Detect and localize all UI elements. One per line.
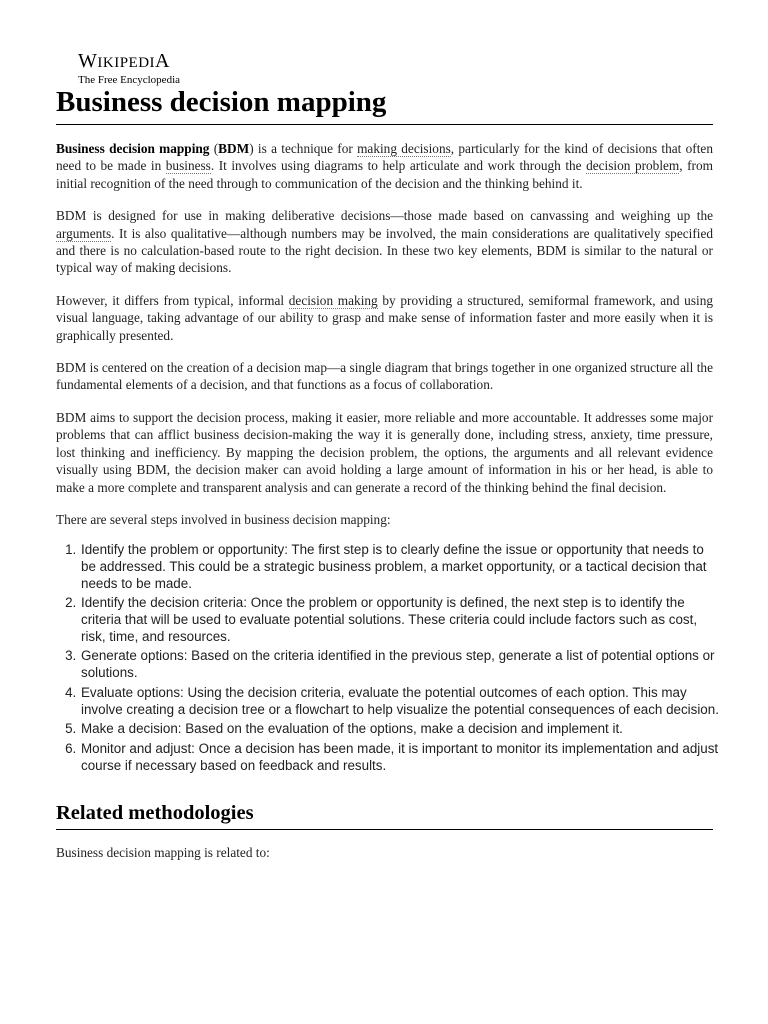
- link-arguments[interactable]: arguments: [56, 225, 112, 241]
- wordmark-initial: W: [78, 50, 98, 72]
- list-item: 5. Make a decision: Based on the evaluation of the options, make a decision and implement it.: [80, 721, 720, 738]
- paragraph-steps-intro: There are several steps involved in business decision mapping:: [56, 511, 391, 527]
- article-body: [56, 140, 719, 876]
- list-item: 1. Identify the problem or opportunity: The first step is to clearly define the issue or opportunity that needs to be addressed. This could be a strategic business problem, a market opportunity, or a tactical decision that needs to be made.: [80, 542, 720, 592]
- link-decision-making[interactable]: decision making: [288, 292, 378, 308]
- text-run: . It is also qualitative—although numbers may be involved, the main considerations are qualitatively specified and there is no calculation-based route to the right decision. In these two key elements, BDM is similar to the natural or typical way of making decisions.: [56, 225, 713, 276]
- text-run: by providing a structured, semiformal framework, and using visual language, taking advantage of our ability to grasp and make sense of information faster and more easily when it is graphically presented.: [56, 292, 713, 343]
- page-title: Business decision mapping: [56, 82, 713, 125]
- paragraph-deliberative: [56, 207, 713, 277]
- list-item: 3. Generate options: Based on the criteria identified in the previous step, generate a list of potential options or solutions.: [80, 648, 720, 681]
- text-run: BDM is designed for use in making deliberative decisions—those made based on canvassing and weighing up the: [56, 208, 713, 224]
- bold-term: Business decision mapping: [56, 141, 210, 156]
- steps-list: [56, 542, 720, 774]
- text-run: , particularly for the kind of decisions that often need to be made in: [56, 141, 713, 174]
- list-item: 2. Identify the decision criteria: Once the problem or opportunity is defined, the next step is to identify the criteria that will be used to evaluate potential solutions. These criteria could include factors such as cost, risk, time, and resources.: [80, 595, 720, 645]
- wikipedia-wordmark: [78, 50, 180, 74]
- wikipedia-tagline: The Free Encyclopedia: [78, 74, 181, 86]
- section-heading-related: Related methodologies: [56, 799, 713, 830]
- link-business[interactable]: business: [165, 158, 211, 174]
- paragraph-intro: [56, 140, 713, 192]
- bold-abbreviation: BDM: [218, 141, 250, 156]
- link-decision-problem[interactable]: decision problem: [586, 158, 680, 174]
- link-making-decisions[interactable]: making decisions: [357, 141, 451, 156]
- paragraph-aims: BDM aims to support the decision process, making it easier, more reliable and more accountable. It addresses some major problems that can afflict business decision-making the way it is generally done, including stress, anxiety, time pressure, lost thinking and inefficiency. By mapping the decision problem, the options, the arguments and all relevant evidence visually using BDM, the decision maker can avoid holding a large amount of information in his or her head, is able to make a more complete and transparent analysis and can generate a record of the thinking behind the final decision.: [56, 409, 713, 495]
- wordmark-middle: IKIPEDI: [97, 55, 156, 71]
- text-run: ) is a technique for: [249, 141, 358, 156]
- text-run: , from initial recognition of the need through to communication of the decision and the thinking behind it.: [56, 158, 713, 191]
- paragraph-related-intro: Business decision mapping is related to:: [56, 844, 270, 860]
- paragraph-differs: [56, 292, 713, 344]
- list-item: 4. Evaluate options: Using the decision criteria, evaluate the potential outcomes of each option. This may involve creating a decision tree or a flowchart to help visualize the potential consequences of each decision.: [80, 685, 720, 718]
- text-run: . It involves using diagrams to help articulate and work through the: [210, 158, 587, 174]
- text-run: (: [209, 141, 219, 156]
- text-run: However, it differs from typical, informal: [56, 292, 289, 308]
- paragraph-decision-map: BDM is centered on the creation of a decision map—a single diagram that brings together in one organized structure all the fundamental elements of a decision, and that functions as a focus of collaboration.: [56, 360, 713, 393]
- wordmark-final: A: [155, 50, 170, 72]
- list-item: 6. Monitor and adjust: Once a decision has been made, it is important to monitor its implementation and adjust course if necessary based on feedback and results.: [80, 741, 720, 774]
